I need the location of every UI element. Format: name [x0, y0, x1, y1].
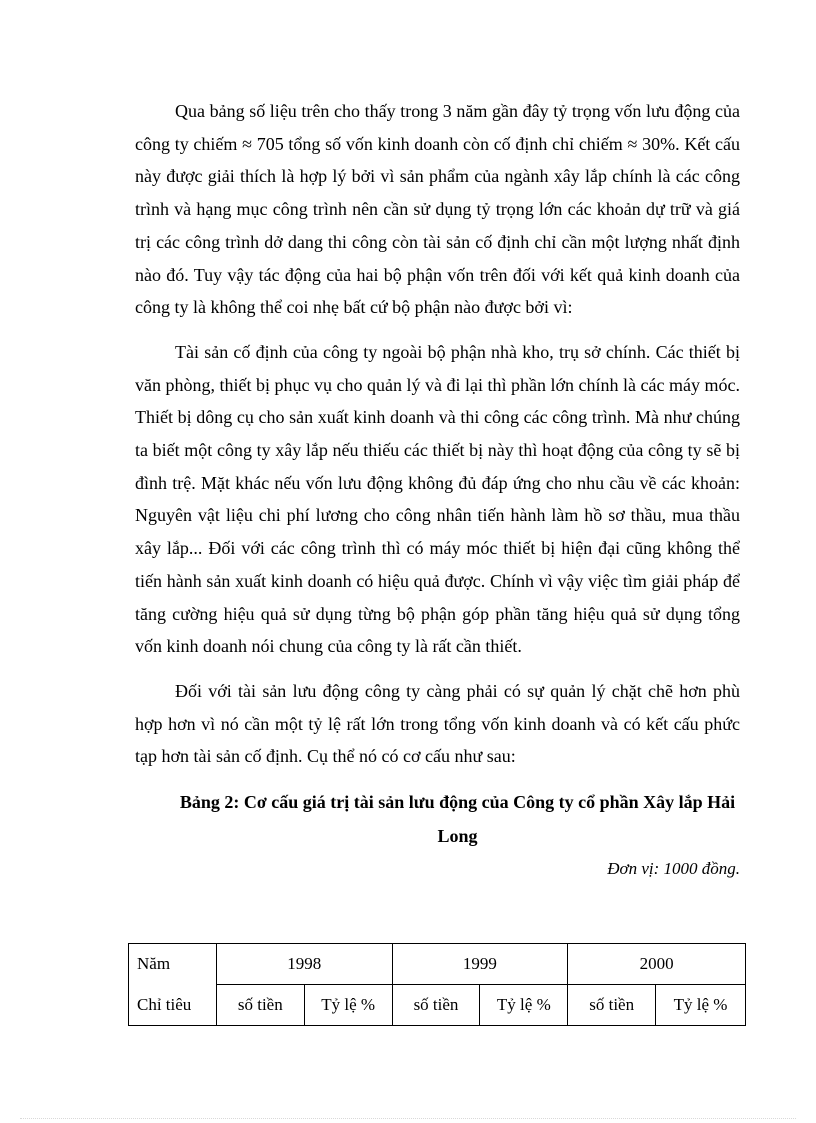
- subheader-percent: Tỷ lệ %: [480, 985, 568, 1026]
- header-year-label: Năm: [129, 944, 217, 985]
- paragraph-1: Qua bảng số liệu trên cho thấy trong 3 năm gần đây tỷ trọng vốn lưu động của công ty chiếm ≈ 705 tổng số vốn kinh doanh còn cố định chỉ chiếm ≈ 30%. Kết cấu này được giải thích là hợp lý bởi vì sản phẩm của ngành xây lắp chính là các công trình và hạng mục công trình nên cần sử dụng tỷ trọng lớn các khoản dự trữ và giá trị các công trình dở dang thi công còn tài sản cố định chỉ cần một lượng nhất định nào đó. Tuy vậy tác động của hai bộ phận vốn trên đối với kết quả kinh doanh của công ty là không thể coi nhẹ bất cứ bộ phận nào được bởi vì:: [135, 101, 740, 318]
- subheader-percent: Tỷ lệ %: [304, 985, 392, 1026]
- subheader-percent: Tỷ lệ %: [656, 985, 746, 1026]
- page-bottom-border: [20, 1118, 796, 1119]
- subheader-amount: số tiền: [392, 985, 480, 1026]
- asset-structure-table: [128, 943, 746, 1026]
- subheader-amount: số tiền: [216, 985, 304, 1026]
- unit-note: Đơn vị: 1000 đồng.: [607, 859, 740, 879]
- table-header-row-subheaders: [129, 985, 746, 1026]
- header-year-2000: 2000: [568, 944, 746, 985]
- header-year-1999: 1999: [392, 944, 568, 985]
- paragraph-2: Tài sản cố định của công ty ngoài bộ phận nhà kho, trụ sở chính. Các thiết bị văn phòng, thiết bị phục vụ cho quản lý và đi lại thì phần lớn chính là các máy móc. Thiết bị dông cụ cho sản xuất kinh doanh và thi công các công trình. Mà như chúng ta biết một công ty xây lắp nếu thiếu các thiết bị này thì hoạt động của công ty sẽ bị đình trệ. Mặt khác nếu vốn lưu động không đủ đáp ứng cho nhu cầu về các khoản: Nguyên vật liệu chi phí lương cho công nhân tiến hành làm hồ sơ thầu, mua thầu xây lắp... Đối với các công trình thì có máy móc thiết bị hiện đại cũng không thể tiến hành sản xuất kinh doanh có hiệu quả được. Chính vì vậy việc tìm giải pháp để tăng cường hiệu quả sử dụng từng bộ phận góp phần tăng hiệu quả sử dụng tổng vốn kinh doanh nói chung của công ty là rất cần thiết.: [135, 341, 740, 657]
- subheader-amount: số tiền: [568, 985, 656, 1026]
- table-header-row-years: [129, 944, 746, 985]
- header-year-1998: 1998: [216, 944, 392, 985]
- paragraph-3: Đối với tài sản lưu động công ty càng phải có sự quản lý chặt chẽ hơn phù hợp hơn vì nó cần một tỷ lệ rất lớn trong tổng vốn kinh doanh và có kết cấu phức tạp hơn tài sản cố định. Cụ thể nó có cơ cấu như sau:: [135, 680, 740, 767]
- document-body: [135, 95, 740, 887]
- header-indicator-label: Chỉ tiêu: [129, 985, 217, 1026]
- table-caption: Bảng 2: Cơ cấu giá trị tài sản lưu động của Công ty cổ phần Xây lắp Hải Long: [179, 792, 736, 847]
